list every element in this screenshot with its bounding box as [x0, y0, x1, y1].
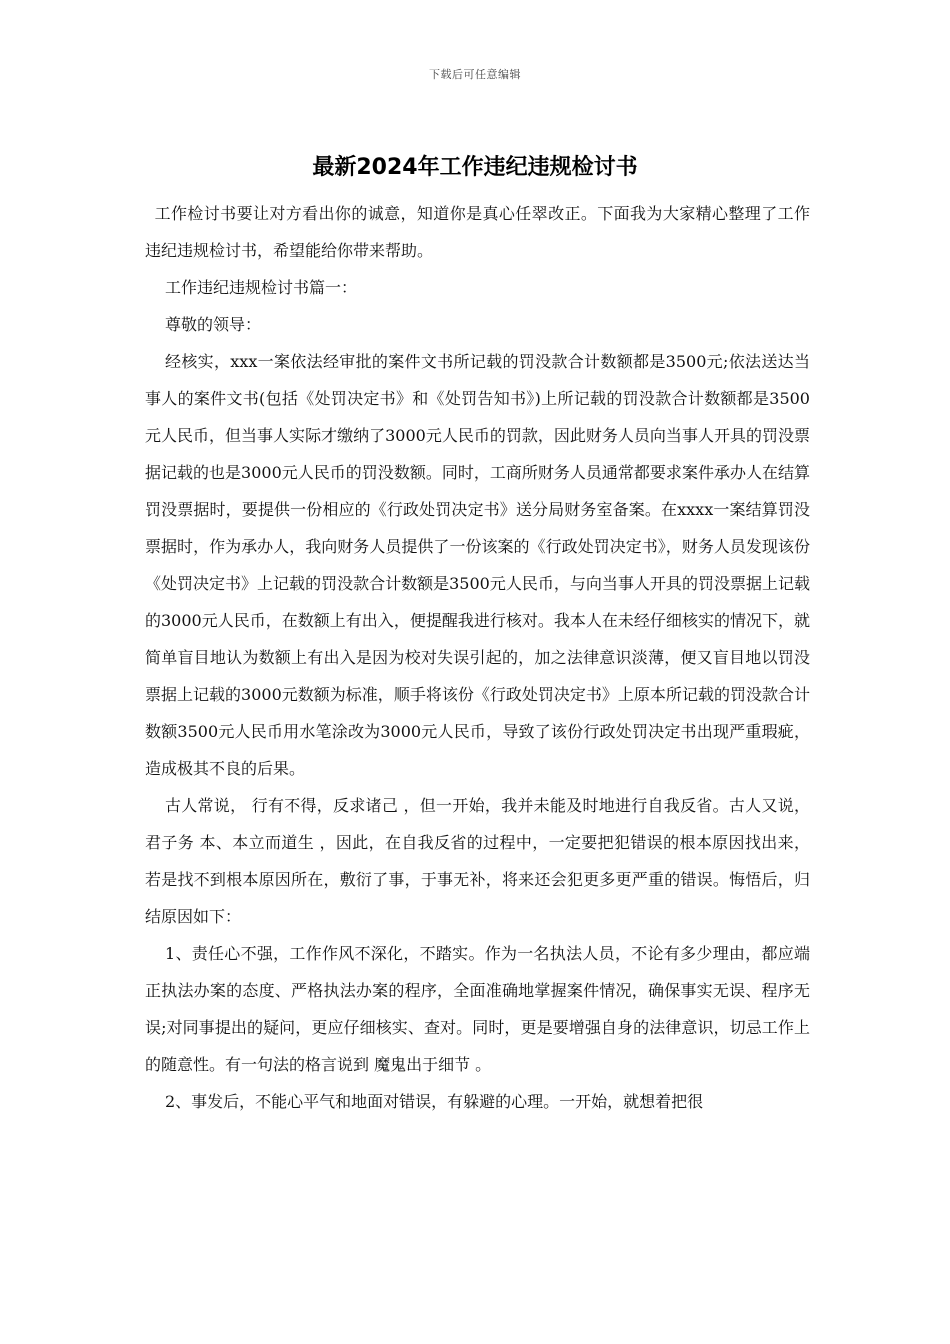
intro-paragraph: 工作检讨书要让对方看出你的诚意，知道你是真心任翠改正。下面我为大家精心整理了工作违纪违规检讨书，希望能给你带来帮助。	[145, 204, 810, 260]
salutation: 尊敬的领导：	[165, 315, 262, 334]
section-heading: 工作违纪违规检讨书篇一：	[165, 278, 358, 297]
body-paragraph: 经核实，xxx一案依法经审批的案件文书所记载的罚没款合计数额都是3500元;依法送达当事人的案件文书(包括《处罚决定书》和《处罚告知书》)上所记载的罚没款合计数额都是3500元人民币，但当事人实际才缴纳了3000元人民币的罚款，因此财务人员向当事人开具的罚没票据记载的也是3000元人民币的罚没数额。同时，工商所财务人员通常都要求案件承办人在结算罚没票据时，要提供一份相应的《行政处罚决定书》送分局财务室备案。在xxxx一案结算罚没票据时，作为承办人，我向财务人员提供了一份该案的《行政处罚决定书》，财务人员发现该份《处罚决定书》上记载的罚没款合计数额是3500元人民币，与向当事人开具的罚没票据上记载的3000元人民币，在数额上有出入，便提醒我进行核对。我本人在未经仔细核实的情况下，就简单盲目地认为数额上有出入是因为校对失误引起的，加之法律意识淡薄，便又盲目地以罚没票据上记载的3000元数额为标准，顺手将该份《行政处罚决定书》上原本所记载的罚没款合计数额3500元人民币用水笔涂改为3000元人民币，导致了该份行政处罚决定书出现严重瑕疵，造成极其不良的后果。	[145, 352, 810, 778]
document-body	[145, 195, 810, 1120]
body-paragraph: 1、责任心不强，工作作风不深化，不踏实。作为一名执法人员，不论有多少理由，都应端正执法办案的态度、严格执法办案的程序，全面准确地掌握案件情况，确保事实无误、程序无误;对同事提出的疑问，更应仔细核实、查对。同时，更是要增强自身的法律意识，切忌工作上的随意性。有一句法的格言说到 魔鬼出于细节 。	[145, 944, 810, 1074]
document-title: 最新2024年工作违纪违规检讨书	[312, 155, 638, 180]
body-paragraph: 古人常说， 行有不得，反求诸己 ，但一开始，我并未能及时地进行自我反省。古人又说， 君子务 本、本立而道生 ，因此，在自我反省的过程中，一定要把犯错误的根本原因找出来，若是找不到根本原因所在，敷衍了事，于事无补，将来还会犯更多更严重的错误。悔悟后，归结原因如下：	[145, 796, 810, 926]
body-paragraph: 2、事发后，不能心平气和地面对错误，有躲避的心理。一开始，就想着把很	[165, 1092, 704, 1111]
header-note: 下载后可任意编辑	[429, 68, 521, 81]
